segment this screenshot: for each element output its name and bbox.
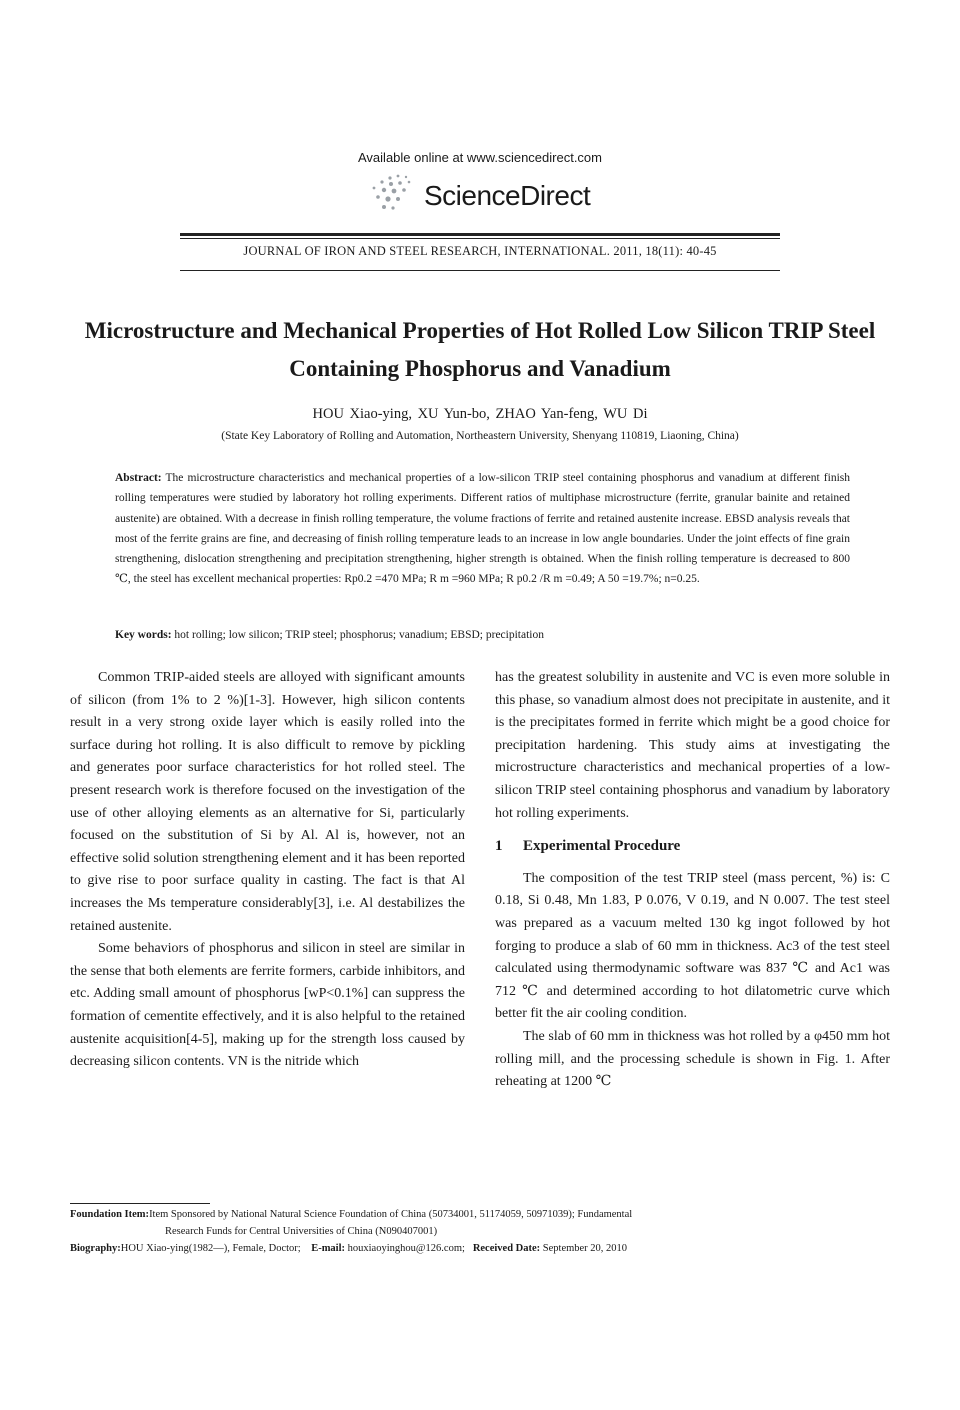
email-label: E-mail: — [311, 1243, 346, 1254]
sciencedirect-wordmark: ScienceDirect — [424, 180, 591, 211]
email-address: houxiaoyinghou@126.com; — [347, 1243, 465, 1254]
header-rule-bottom — [180, 270, 780, 271]
header-rule-thin — [180, 238, 780, 239]
journal-citation: JOURNAL OF IRON AND STEEL RESEARCH, INTERNATIONAL. 2011, 18(11): 40-45 — [243, 244, 717, 258]
abstract-properties: p0.2 =470 MPa; R m =960 MPa; R p0.2 /R m =0.49; A 50 =19.7%; n=0.25. — [352, 573, 700, 586]
sciencedirect-dots-icon — [360, 172, 420, 218]
keywords — [115, 629, 850, 641]
author-affiliation: (State Key Laboratory of Rolling and Automation, Northeastern University, Shenyang 110819, Liaoning, China) — [221, 430, 739, 442]
abstract-label: Abstract: — [115, 472, 162, 484]
foundation-item-cont: Research Funds for Central Universities of China (N090407001) — [165, 1226, 438, 1237]
foundation-label: Foundation Item: — [70, 1209, 150, 1220]
article-title: Microstructure and Mechanical Properties of Hot Rolled Low Silicon TRIP Steel Containing Phosphorus and Vanadium — [84, 318, 876, 381]
foundation-text: Item Sponsored by National Natural Science Foundation of China (50734001, 51174059, 50971039); Fundamental — [149, 1209, 633, 1220]
keywords-text: hot rolling; low silicon; TRIP steel; phosphorus; vanadium; EBSD; precipitation — [174, 629, 544, 641]
keywords-label: Key words: — [115, 629, 172, 641]
paragraph: Common TRIP-aided steels are alloyed with significant amounts of silicon (from 1% to 2 %)[1-3]. However, high silicon contents result in a very strong oxide layer which is easily rolled into the surface during hot rolling. It is also difficult to remove by pickling and generates poor surface characteristics for hot rolled steel. The present research work is therefore focused on the investigation of the use of other alloying elements as an alternative for Si, particularly focused on the substitution of Si by Al. Al is, however, not an effective solid solution strengthening element and it has been reported to give rise to poor surface quality in casting. The fact is that Al increases the Ms temperature considerably[3], i.e. Al destabilizes the retained austenite. — [70, 670, 465, 934]
biography-label: Biography: — [70, 1243, 121, 1254]
section-heading — [495, 835, 890, 858]
received-label: Received Date: — [472, 1243, 541, 1254]
paragraph: has the greatest solubility in austenite and VC is even more soluble in this phase, so vanadium almost does not precipitate in austenite, and it is the precipitates formed in ferrite which might be a good choice for precipitation hardening. This study aims at investigating the microstructure characteristics and mechanical properties of a low-silicon TRIP steel containing phosphorus and vanadium by laboratory hot rolling experiments. — [495, 670, 890, 821]
header-rule-top — [180, 233, 780, 236]
paragraph: Some behaviors of phosphorus and silicon in steel are similar in the sense that both elements are ferrite formers, carbide inhibitors, and etc. Adding small amount of phosphorus [wP<0.1%] can suppress the formation of cementite effectively, and it is also helpful to the retained austenite acquisition[4-5], making up for the strength loss caused by decreasing silicon contents. VN is the nitride which — [70, 941, 465, 1070]
body-column-right — [495, 667, 890, 1094]
abstract-text: The microstructure characteristics and mechanical properties of a low-silicon TRIP steel containing phosphorus and vanadium at different finish rolling temperatures were studied by laboratory hot rolling experiments. Different ratios of multiphase microstructure (ferrite, granular bainite and retained austenite) are obtained. With a decrease in finish rolling temperature, the volume fractions of ferrite and retained austenite increase. EBSD analysis reveals that most of the ferrite grains are fine, and decreasing of finish rolling temperature leads to an increase in low angle boundaries. Under the joint effects of fine grain strengthening, dislocation strengthening and precipitation strengthening, higher strength is obtained. When the finish rolling temperature is decreased to 800 ℃, the steel has excellent mechanical properties: R — [115, 472, 850, 586]
abstract — [115, 468, 850, 590]
paragraph: The composition of the test TRIP steel (mass percent, %) is: C 0.18, Si 0.48, Mn 1.83, P 0.076, V 0.19, and N 0.007. The test steel was prepared as a vacuum melted 130 kg ingot followed by hot forging to produce a slab of 60 mm in thickness. Ac3 of the test steel calculated using thermodynamic software was 837 ℃ and Ac1 was 712 ℃ and determined according to hot dilatometric curve which better fit the air cooling condition. — [495, 870, 890, 1022]
body-column-left — [70, 667, 465, 1074]
foundation-item — [70, 1206, 890, 1223]
author-list: HOU Xiao-ying, XU Yun-bo, ZHAO Yan-feng, WU Di — [312, 406, 648, 422]
footnote-rule — [70, 1203, 210, 1204]
section-number: 1 — [495, 838, 503, 855]
biography-text: HOU Xiao-ying(1982—), Female, Doctor; — [120, 1243, 301, 1254]
biography — [70, 1240, 890, 1257]
available-online-notice: Available online at www.sciencedirect.com — [358, 150, 602, 165]
paragraph: The slab of 60 mm in thickness was hot rolled by a φ450 mm hot rolling mill, and the processing schedule is shown in Fig. 1. After reheating at 1200 ℃ — [495, 1028, 890, 1090]
sciencedirect-logo — [360, 172, 620, 218]
section-title: Experimental Procedure — [523, 838, 681, 855]
received-date: September 20, 2010 — [542, 1243, 628, 1254]
footnotes — [70, 1206, 890, 1257]
